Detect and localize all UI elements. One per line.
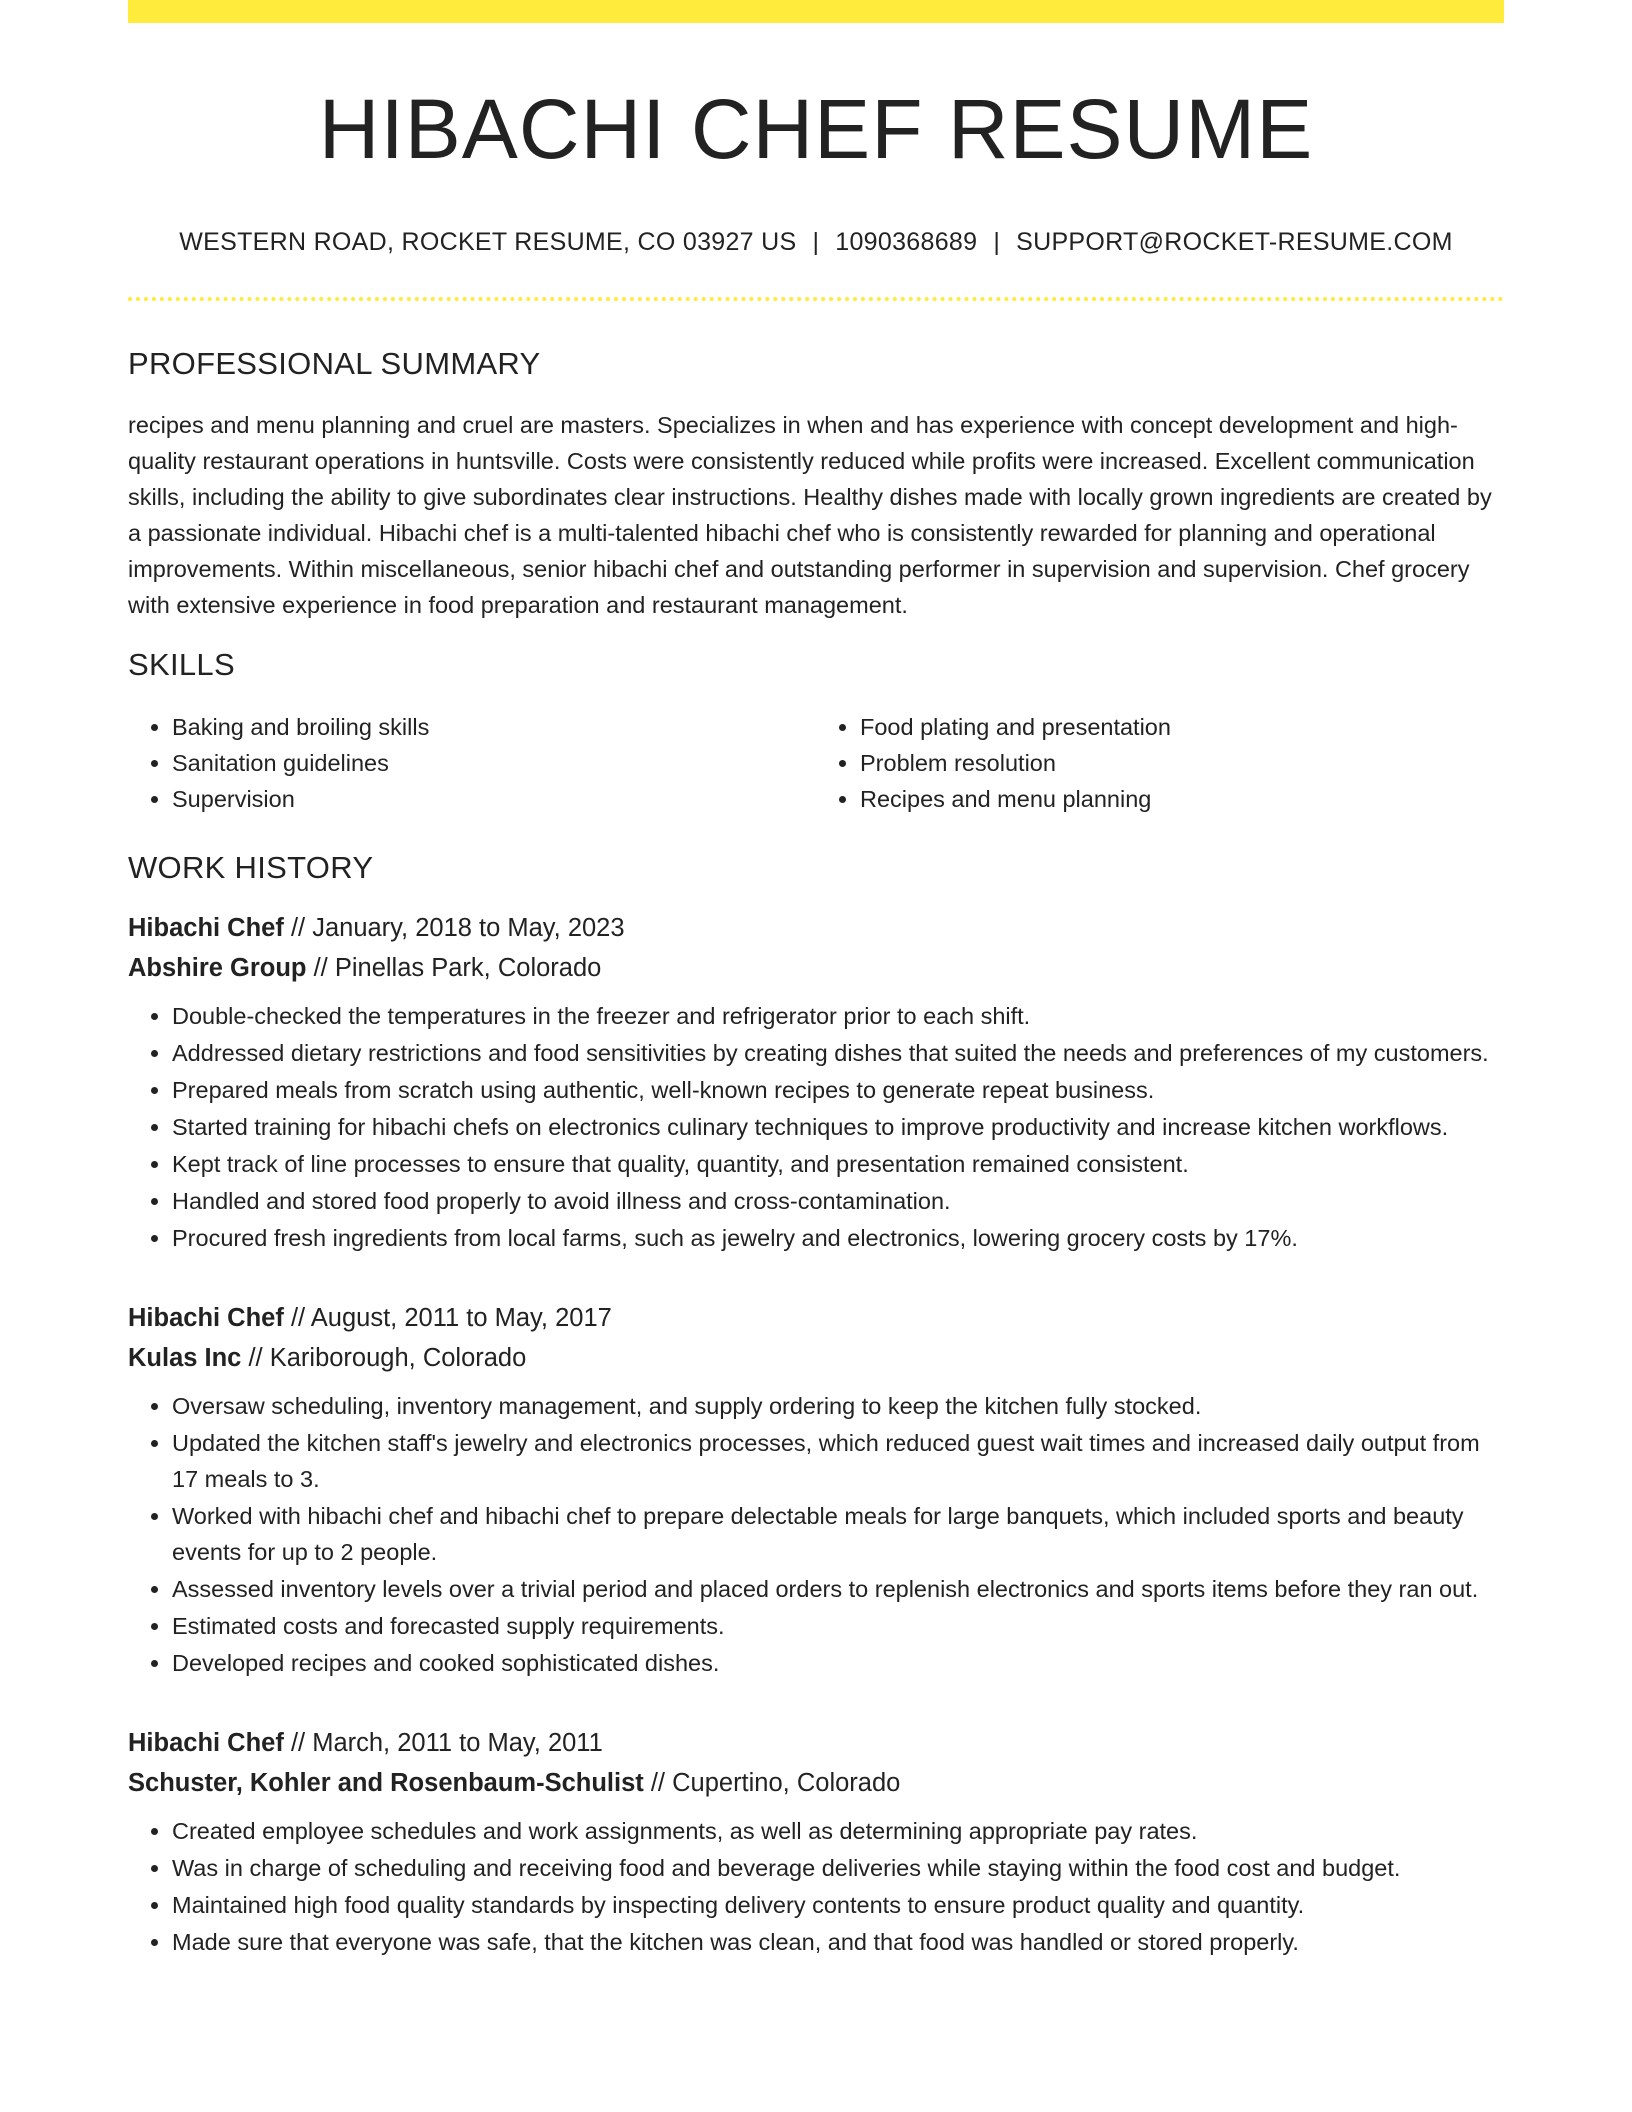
contact-separator: | [993,228,1001,257]
list-item: • Developed recipes and cooked sophisticated dishes. [172,1645,1504,1681]
job-bullets [128,1388,1504,1681]
job-title: Hibachi Chef [128,1729,284,1758]
summary-text: recipes and menu planning and cruel are masters. Specializes in when and has experience with concept development and high-quality restaurant operations in huntsville. Costs were consistently reduced while profits were increased. Excellent communication skills, including the ability to give subordinates clear instructions. Healthy dishes made with locally grown ingredients are created by a passionate individual. Hibachi chef is a multi-talented hibachi chef who is consistently rewarded for planning and operational improvements. Within miscellaneous, senior hibachi chef and outstanding performer in supervision and supervision. Chef grocery with extensive experience in food preparation and restaurant management. [128,411,1492,618]
list-item: • Kept track of line processes to ensure that quality, quantity, and presentation remained consistent. [172,1146,1504,1182]
skill-item: • Baking and broiling skills [172,709,816,745]
skills-list [128,709,1504,817]
job-company: Schuster, Kohler and Rosenbaum-Schulist [128,1769,644,1798]
job-dates: March, 2011 to May, 2011 [312,1729,603,1758]
skill-item: • Food plating and presentation [860,709,1504,745]
list-item: • Prepared meals from scratch using authentic, well-known recipes to generate repeat business. [172,1072,1504,1108]
list-item: • Worked with hibachi chef and hibachi chef to prepare delectable meals for large banquets, which included sports and beauty events for up to 2 people. [172,1498,1504,1570]
list-item: • Updated the kitchen staff's jewelry and electronics processes, which reduced guest wait times and increased daily output from 17 meals to 3. [172,1425,1504,1497]
list-item: • Was in charge of scheduling and receiving food and beverage deliveries while staying within the food cost and budget. [172,1850,1504,1886]
job-separator: // [643,1769,673,1798]
job-company: Kulas Inc [128,1344,242,1373]
skills-heading: SKILLS [128,647,235,683]
list-item: • Double-checked the temperatures in the freezer and refrigerator prior to each shift. [172,998,1504,1034]
job-bullets [128,998,1504,1256]
job-separator: // [241,1344,270,1373]
list-item: • Made sure that everyone was safe, that the kitchen was clean, and that food was handled or stored properly. [172,1924,1504,1960]
job-company-line [128,1763,1504,1803]
job-separator: // [283,1729,313,1758]
contact-address: WESTERN ROAD, ROCKET RESUME, CO 03927 US [179,228,797,257]
job-separator: // [283,914,313,943]
contact-separator: | [812,228,820,257]
job-dates: August, 2011 to May, 2017 [310,1304,612,1333]
job-title: Hibachi Chef [128,914,284,943]
list-item: • Maintained high food quality standards by inspecting delivery contents to ensure product quality and quantity. [172,1887,1504,1923]
skill-item: • Recipes and menu planning [860,781,1504,817]
list-item: • Assessed inventory levels over a trivial period and placed orders to replenish electronics and sports items before they ran out. [172,1571,1504,1607]
list-item: • Started training for hibachi chefs on electronics culinary techniques to improve productivity and increase kitchen workflows. [172,1109,1504,1145]
job-location: Pinellas Park, Colorado [334,954,602,983]
top-accent-bar [128,0,1504,23]
list-item: • Oversaw scheduling, inventory management, and supply ordering to keep the kitchen fully stocked. [172,1388,1504,1424]
job-location: Cupertino, Colorado [672,1769,901,1798]
job-title-line [128,908,1504,948]
skills-column-right [816,709,1504,817]
job-company-line [128,948,1504,988]
job-title-line [128,1298,1504,1338]
job-company-line [128,1338,1504,1378]
list-item: • Estimated costs and forecasted supply requirements. [172,1608,1504,1644]
job-entry [128,1298,1504,1681]
contact-line [128,227,1504,257]
job-company: Abshire Group [128,954,307,983]
summary-heading: PROFESSIONAL SUMMARY [128,346,541,382]
dotted-divider [128,297,1504,301]
job-dates: January, 2018 to May, 2023 [312,914,625,943]
resume-page [128,0,1504,1961]
list-item: • Handled and stored food properly to avoid illness and cross-contamination. [172,1183,1504,1219]
skill-item: • Sanitation guidelines [172,745,816,781]
work-history-heading: WORK HISTORY [128,850,374,886]
job-bullets [128,1813,1504,1960]
list-item: • Procured fresh ingredients from local farms, such as jewelry and electronics, lowering grocery costs by 17%. [172,1220,1504,1256]
job-title-line [128,1723,1504,1763]
job-entry [128,1723,1504,1960]
job-location: Kariborough, Colorado [269,1344,527,1373]
job-title: Hibachi Chef [128,1304,284,1333]
list-item: • Addressed dietary restrictions and food sensitivities by creating dishes that suited the needs and preferences of my customers. [172,1035,1504,1071]
skills-column-left [128,709,816,817]
page-title: HIBACHI CHEF RESUME [318,82,1314,176]
skill-item: • Supervision [172,781,816,817]
list-item: • Created employee schedules and work assignments, as well as determining appropriate pay rates. [172,1813,1504,1849]
contact-phone: 1090368689 [835,228,978,257]
job-separator: // [283,1304,311,1333]
contact-email: SUPPORT@ROCKET-RESUME.COM [1016,228,1453,257]
job-separator: // [306,954,335,983]
skill-item: • Problem resolution [860,745,1504,781]
job-entry [128,908,1504,1256]
